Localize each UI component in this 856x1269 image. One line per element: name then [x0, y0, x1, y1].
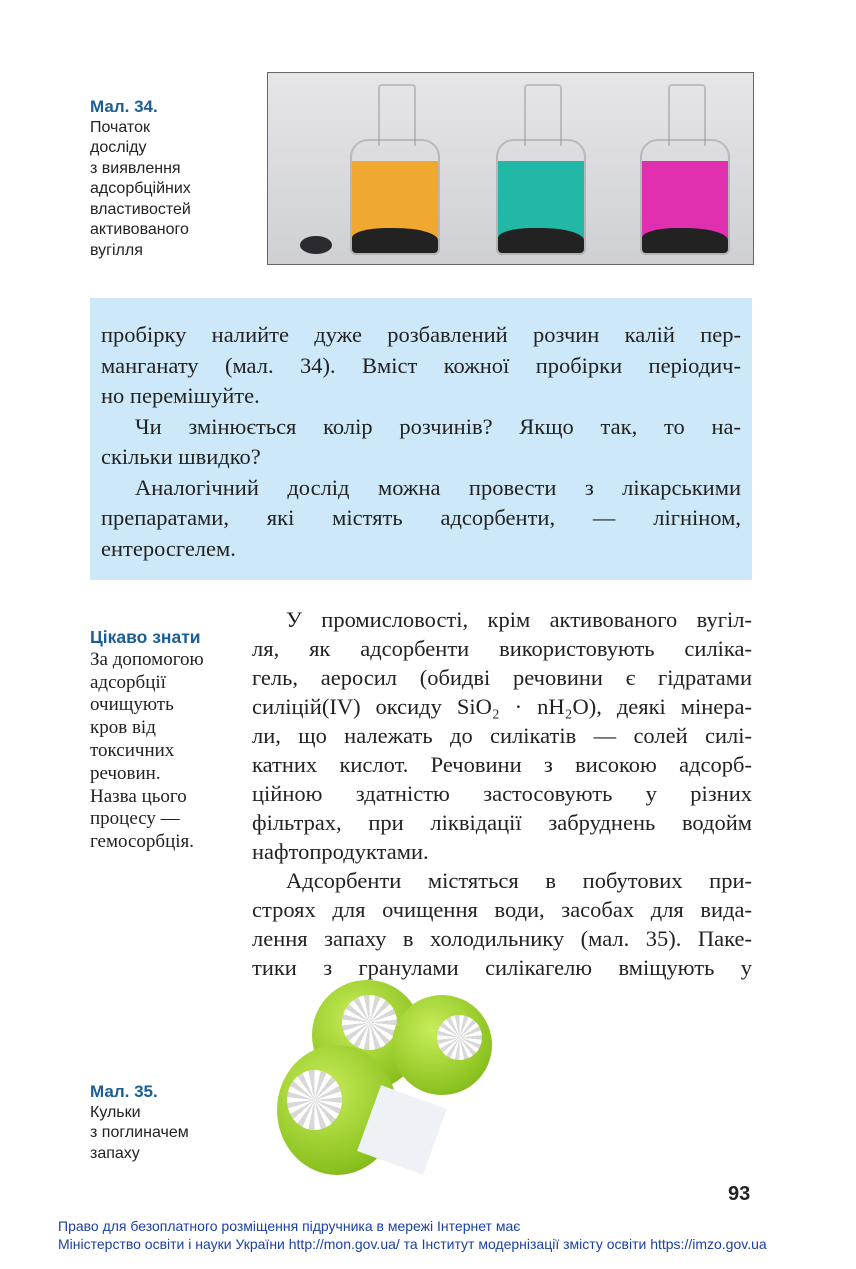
- caption-line: Кульки: [90, 1103, 141, 1121]
- text-line: тики з гранулами силікагелю вміщують у: [252, 955, 752, 980]
- text-line: Адсорбенти містяться в побутових при-: [286, 868, 752, 893]
- text-line: силіцій(IV) оксиду SiO₂ · nH₂O), деякі мінера-: [252, 694, 752, 719]
- text-line: ля, як адсорбенти використовують силіка-: [252, 636, 752, 661]
- footer-line-2: Міністерство освіти і науки України http://mon.gov.ua/ та Інститут модернізації змісту освіти https://imzo.gov.ua: [58, 1236, 767, 1252]
- caption-line: речовин.: [90, 762, 161, 784]
- caption-line: з поглиначем: [90, 1124, 189, 1141]
- caption-line: Назва цього: [90, 785, 187, 807]
- text-line: но перемішуйте.: [101, 383, 260, 408]
- page-number: 93: [728, 1183, 751, 1205]
- caption-line: Початок: [90, 118, 150, 136]
- caption-line: адсорбції: [90, 671, 166, 693]
- text-line: Чи змінюється колір розчинів? Якщо так, то на-: [135, 413, 741, 439]
- text-line: манганату (мал. 34). Вміст кожної пробірки періодич-: [101, 352, 741, 378]
- caption-line: досліду: [90, 139, 147, 156]
- text-line: лення запаху в холодильнику (мал. 35). Паке-: [252, 926, 752, 951]
- charcoal-tablet: [300, 236, 332, 254]
- text-line: нафтопродуктами.: [252, 839, 429, 864]
- fig35-label: Мал. 35.: [90, 1082, 158, 1101]
- caption-line: За допомогою: [90, 648, 204, 670]
- fig35-photo-balls: [272, 975, 497, 1190]
- sidebar-interesting-facts: [90, 626, 204, 854]
- caption-line: активованого: [90, 221, 189, 238]
- text-line: скільки швидко?: [101, 444, 261, 469]
- text-line: фільтрах, при ліквідації забруднень водойм: [252, 810, 752, 835]
- text-line: препаратами, які містять адсорбенти, — лігніном,: [101, 505, 741, 530]
- sidebar-title: Цікаво знати: [90, 627, 201, 647]
- bottle-teal: [496, 84, 586, 254]
- text-line: гель, аеросил (обидві речовини є гідратами: [252, 665, 752, 690]
- caption-line: токсичних: [90, 739, 175, 761]
- text-line: пробірку налийте дуже розбавлений розчин калій пер-: [101, 322, 741, 347]
- caption-line: процесу —: [90, 808, 180, 830]
- text-line: ентеросгелем.: [101, 535, 236, 561]
- caption-line: адсорбційних: [90, 180, 191, 197]
- fig34-photo-bottles: [267, 72, 754, 265]
- text-line: катних кислот. Речовини з високою адсорб-: [252, 752, 752, 777]
- footer-line-1: Право для безоплатного розміщення підручника в мережі Інтернет має: [58, 1218, 521, 1234]
- caption-line: кров від: [90, 717, 156, 739]
- text-line: Аналогічний дослід можна провести з лікарськими: [135, 474, 741, 500]
- text-line: ли, що належать до силікатів — солей силі-: [252, 723, 752, 748]
- caption-line: вугілля: [90, 241, 143, 259]
- bottle-magenta: [640, 84, 730, 254]
- bottle-orange: [350, 84, 440, 254]
- text-line: У промисловості, крім активованого вугіл-: [286, 607, 752, 632]
- caption-line: гемосорбція.: [90, 831, 195, 853]
- caption-line: очищують: [90, 694, 174, 716]
- caption-line: запаху: [90, 1144, 140, 1162]
- fig34-label: Мал. 34.: [90, 97, 158, 116]
- text-line: ційною здатністю застосовують у різних: [252, 781, 752, 806]
- fig35-caption: [90, 1082, 189, 1164]
- text-line: строях для очищення води, засобах для вида-: [252, 897, 752, 922]
- fig34-caption: [90, 97, 191, 261]
- caption-line: з виявлення: [90, 159, 181, 177]
- caption-line: властивостей: [90, 200, 191, 218]
